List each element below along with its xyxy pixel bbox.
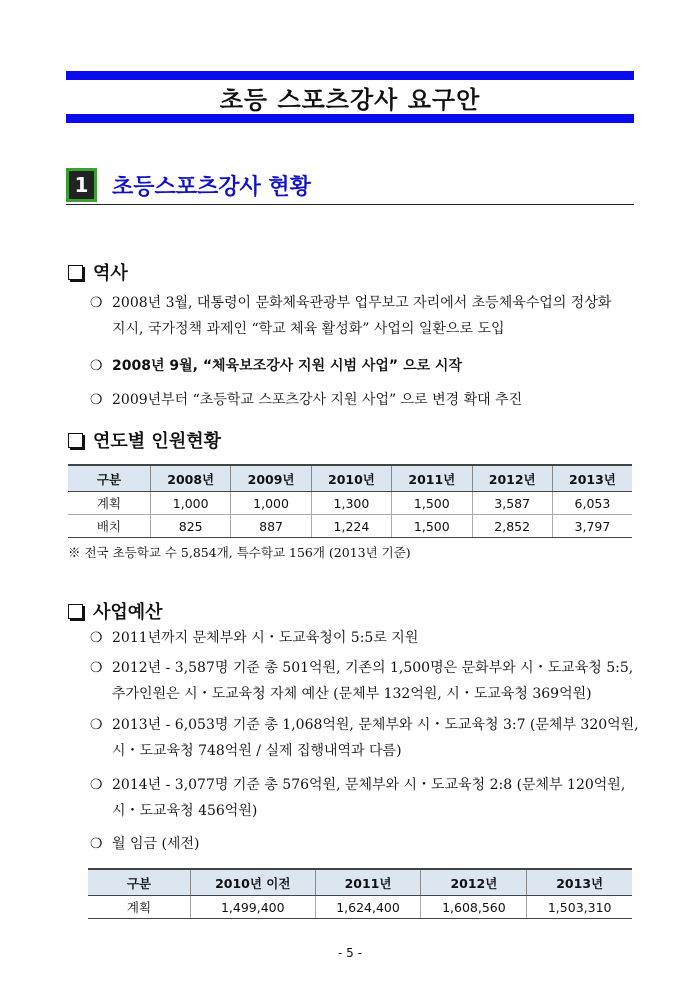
table-cell: 1,000: [151, 492, 231, 515]
circle-bullet-icon: ❍: [90, 777, 103, 793]
table-header-cell: 2012년: [472, 465, 552, 492]
budget-item-5-text: 월 임금 (세전): [112, 836, 200, 852]
budget-item-1: [90, 625, 418, 651]
circle-bullet-icon: ❍: [90, 630, 103, 646]
staffing-heading-text: 연도별 인원현황: [93, 431, 221, 452]
budget-item-5: [90, 831, 199, 857]
history-item-1-line2: 지시, 국가정책 과제인 “학교 체육 활성화” 사업의 일환으로 도입: [112, 321, 505, 337]
table-header-cell: 2008년: [151, 465, 231, 492]
section-title: 초등스포츠강사 현황: [112, 175, 311, 200]
history-heading-text: 역사: [93, 263, 128, 284]
budget-item-4-line2: 시・도교육청 456억원): [112, 803, 258, 819]
circle-bullet-icon: ❍: [90, 392, 103, 408]
table-cell: 3,797: [552, 515, 632, 538]
table-cell: 1,503,310: [527, 896, 632, 919]
table-cell: 1,224: [311, 515, 391, 538]
budget-item-4: [90, 772, 625, 824]
budget-item-4-line1: 2014년 - 3,077명 기준 총 576억원, 문체부와 시・도교육청 2:8 (문체부 120억원,: [112, 777, 626, 793]
circle-bullet-icon: ❍: [90, 660, 103, 676]
checkbox-square-icon: [68, 433, 83, 448]
table-cell: 3,587: [472, 492, 552, 515]
circle-bullet-icon: ❍: [90, 717, 103, 733]
section-number-badge: 1: [66, 168, 97, 202]
staffing-footnote: ※ 전국 초등학교 수 5,854개, 특수학교 156개 (2013년 기준): [68, 545, 411, 560]
history-item-1-line1: 2008년 3월, 대통령이 문화체육관광부 업무보고 자리에서 초등체육수업의 정상화: [112, 295, 612, 311]
table-cell: 1,624,400: [315, 896, 421, 919]
table-header-cell: 2010년: [311, 465, 391, 492]
circle-bullet-icon: ❍: [90, 836, 103, 852]
budget-item-2: [90, 655, 633, 707]
table-header-cell: 2013년: [552, 465, 632, 492]
table-cell: 1,500: [392, 492, 472, 515]
table-cell: 계획: [68, 492, 151, 515]
history-item-2-text: 2008년 9월, “체육보조강사 지원 시범 사업” 으로 시작: [112, 358, 462, 374]
budget-heading-text: 사업예산: [93, 602, 163, 623]
budget-item-2-line2: 추가인원은 시・도교육청 자체 예산 (문체부 132억원, 시・도교육청 369억원): [112, 686, 592, 702]
staffing-table: [68, 464, 632, 538]
table-header-cell: 2009년: [231, 465, 311, 492]
table-header-cell: 2013년: [527, 869, 632, 896]
table-cell: 887: [231, 515, 311, 538]
table-header-cell: 2012년: [421, 869, 527, 896]
checkbox-square-icon: [68, 265, 83, 280]
history-item-1: [90, 290, 611, 342]
circle-bullet-icon: ❍: [90, 358, 103, 374]
table-cell: 1,000: [231, 492, 311, 515]
table-header-cell: 2010년 이전: [191, 869, 316, 896]
document-title: 초등 스포츠강사 요구안: [219, 86, 481, 114]
table-header-cell: 구분: [88, 869, 191, 896]
history-item-3: [90, 387, 522, 413]
budget-item-2-line1: 2012년 - 3,587명 기준 총 501억원, 기존의 1,500명은 문화부와 시・도교육청 5:5,: [112, 660, 634, 676]
table-cell: 6,053: [552, 492, 632, 515]
table-cell: 1,608,560: [421, 896, 527, 919]
budget-item-3-line2: 시・도교육청 748억원 / 실제 집행내역과 다름): [112, 743, 402, 759]
table-cell: 1,500: [392, 515, 472, 538]
budget-heading: [68, 598, 163, 624]
table-cell: 1,300: [311, 492, 391, 515]
table-cell: 2,852: [472, 515, 552, 538]
history-heading: [68, 259, 128, 285]
table-cell: 계획: [88, 896, 191, 919]
section-header: [66, 168, 634, 205]
checkbox-square-icon: [68, 604, 83, 619]
table-cell: 1,499,400: [191, 896, 316, 919]
title-bottom-rule: [66, 114, 634, 123]
table-header-row: [68, 465, 632, 492]
table-cell: 825: [151, 515, 231, 538]
budget-item-1-text: 2011년까지 문체부와 시・도교육청이 5:5로 지원: [112, 630, 419, 646]
circle-bullet-icon: ❍: [90, 295, 103, 311]
table-header-cell: 2011년: [392, 465, 472, 492]
staffing-heading: [68, 427, 221, 453]
history-item-2: [90, 353, 462, 379]
table-header-cell: 구분: [68, 465, 151, 492]
page-number: - 5 -: [338, 946, 362, 960]
table-cell: 배치: [68, 515, 151, 538]
history-item-3-text: 2009년부터 “초등학교 스포츠강사 지원 사업” 으로 변경 확대 추진: [112, 392, 523, 408]
table-header-cell: 2011년: [315, 869, 421, 896]
budget-item-3-line1: 2013년 - 6,053명 기준 총 1,068억원, 문체부와 시・도교육청 3:7 (문체부 320억원,: [112, 717, 639, 733]
table-row: [68, 492, 632, 515]
budget-item-3: [90, 712, 639, 764]
table-row: [68, 515, 632, 538]
wage-table: [88, 868, 632, 919]
table-row: [88, 896, 632, 919]
table-header-row: [88, 869, 632, 896]
title-top-rule: [66, 71, 634, 80]
